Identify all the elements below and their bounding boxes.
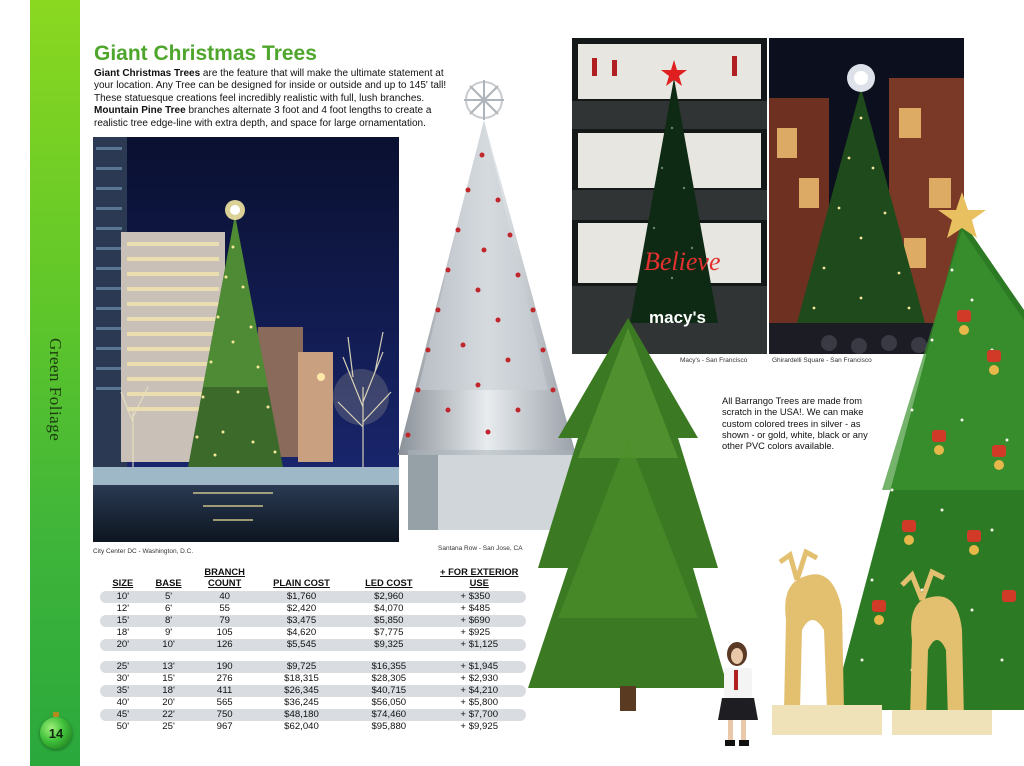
cell-branch-count: 565: [216, 697, 233, 708]
cell-plain-cost: $9,725: [258, 661, 345, 673]
col-led-cost: LED COST: [365, 577, 413, 588]
cell-base: 8': [146, 615, 192, 627]
cell-led-cost: $7,775: [374, 627, 404, 638]
cell-size: 12': [116, 603, 130, 614]
cell-led-cost: $16,355: [345, 661, 432, 673]
cell-size: 18': [116, 627, 130, 638]
cell-exterior-use: + $7,700: [432, 709, 526, 721]
cell-size: 25': [100, 661, 146, 673]
table-row: [100, 721, 526, 733]
cell-plain-cost: $36,245: [284, 697, 319, 708]
cell-plain-cost: $2,420: [286, 603, 317, 614]
page-number-ornament: [40, 717, 72, 749]
macys-logo: macy's: [649, 308, 706, 327]
table-row: [100, 591, 526, 603]
mannequin-girl-image: [712, 640, 760, 752]
cell-branch-count: 967: [216, 721, 233, 732]
sidebar-section-label: [30, 290, 80, 490]
cell-exterior-use: + $1,945: [432, 661, 526, 673]
cell-branch-count: 40: [191, 591, 257, 603]
cell-plain-cost: $18,315: [284, 673, 319, 684]
custom-colors-note: All Barrango Trees are made from scratch in the USA!. We can make custom colored trees in silver - as shown - or gold, white, black or any other PVC colors available.: [722, 396, 868, 452]
photo-city-center: [93, 137, 399, 542]
cell-exterior-use: + $350: [432, 591, 526, 603]
cell-plain-cost: $62,040: [284, 721, 319, 732]
cell-exterior-use: + $1,125: [432, 639, 526, 651]
cell-led-cost: $2,960: [345, 591, 432, 603]
intro-lead: Giant Christmas Trees: [94, 68, 201, 79]
cell-plain-cost: $4,620: [286, 627, 317, 638]
cell-base: 10': [146, 639, 192, 651]
cell-size: 40': [116, 697, 130, 708]
caption-santana-row: Santana Row - San Jose, CA: [438, 545, 523, 552]
table-row: [100, 639, 526, 651]
cell-size: 10': [100, 591, 146, 603]
caption-city-center: City Center DC - Washington, D.C.: [93, 548, 194, 555]
cell-size: 20': [100, 639, 146, 651]
cell-exterior-use: + $4,210: [432, 685, 526, 697]
cell-base: 5': [146, 591, 192, 603]
cell-exterior-use: + $690: [432, 615, 526, 627]
cell-led-cost: $28,305: [371, 673, 407, 684]
page-number: 14: [48, 725, 64, 741]
table-row: [100, 697, 526, 709]
page-title: Giant Christmas Trees: [94, 42, 317, 65]
cell-plain-cost: $5,545: [258, 639, 345, 651]
col-base: BASE: [155, 577, 182, 588]
col-size: SIZE: [112, 577, 134, 588]
cell-exterior-use: + $2,930: [460, 673, 499, 684]
cell-plain-cost: $1,760: [258, 591, 345, 603]
cell-branch-count: 105: [216, 627, 233, 638]
intro-text-1: are the feature that will make the ultimate statement at your location. Any Tree can be designed for inside or outside and up to 145' tall! These statuesque creations feel incredibly realistic with full, lush branches.: [94, 68, 447, 104]
photo-macys: [572, 38, 767, 354]
caption-macys: Macy's - San Francisco: [680, 357, 748, 364]
cell-led-cost: $56,050: [371, 697, 407, 708]
cell-exterior-use: + $5,800: [460, 697, 499, 708]
intro-pine: Mountain Pine Tree: [94, 105, 186, 117]
cell-base: 22': [146, 709, 192, 721]
cell-led-cost: $74,460: [345, 709, 432, 721]
cell-size: 45': [100, 709, 146, 721]
table-row: [100, 627, 526, 639]
table-row: [100, 673, 526, 685]
cell-branch-count: 190: [191, 661, 257, 673]
cell-exterior-use: + $9,925: [460, 721, 499, 732]
cell-branch-count: 411: [191, 685, 257, 697]
cell-branch-count: 276: [216, 673, 233, 684]
cell-led-cost: $40,715: [345, 685, 432, 697]
cell-branch-count: 750: [191, 709, 257, 721]
cell-size: 15': [100, 615, 146, 627]
believe-sign: Believe: [644, 247, 721, 276]
cell-exterior-use: + $925: [460, 627, 491, 638]
cell-base: 6': [164, 603, 173, 614]
table-row: [100, 661, 526, 673]
cell-base: 25': [162, 721, 175, 732]
cell-led-cost: $9,325: [345, 639, 432, 651]
cell-size: 30': [116, 673, 130, 684]
cell-base: 9': [164, 627, 173, 638]
cell-size: 50': [116, 721, 130, 732]
cell-size: 35': [100, 685, 146, 697]
section-label-text: Green Foliage: [46, 338, 65, 442]
cell-plain-cost: $3,475: [258, 615, 345, 627]
caption-ghirardelli: Ghirardelli Square - San Francisco: [772, 357, 872, 364]
cell-led-cost: $95,880: [371, 721, 407, 732]
cell-plain-cost: $48,180: [258, 709, 345, 721]
cell-base: 18': [146, 685, 192, 697]
table-gap: [100, 651, 526, 661]
col-exterior-use: + FOR EXTERIOR USE: [440, 566, 519, 588]
price-table-header: [100, 566, 526, 591]
cell-branch-count: 126: [191, 639, 257, 651]
intro-text-2: branches alternate 3 foot and 4 foot lengths to create a realistic tree edge-line with extra depth, and space for large ornamentation.: [94, 105, 432, 129]
table-row: [100, 603, 526, 615]
cell-branch-count: 79: [191, 615, 257, 627]
cell-exterior-use: + $485: [460, 603, 491, 614]
table-row: [100, 685, 526, 697]
decorated-tree-reindeer-image: [772, 190, 1024, 735]
cell-branch-count: 55: [219, 603, 230, 614]
col-plain-cost: PLAIN COST: [273, 577, 330, 588]
cell-base: 15': [162, 673, 175, 684]
cell-led-cost: $4,070: [374, 603, 404, 614]
price-table: [100, 566, 526, 733]
cell-base: 20': [162, 697, 175, 708]
cell-plain-cost: $26,345: [258, 685, 345, 697]
cell-led-cost: $5,850: [345, 615, 432, 627]
col-branch-count: BRANCH COUNT: [204, 566, 245, 588]
table-row: [100, 709, 526, 721]
table-row: [100, 615, 526, 627]
cell-base: 13': [146, 661, 192, 673]
